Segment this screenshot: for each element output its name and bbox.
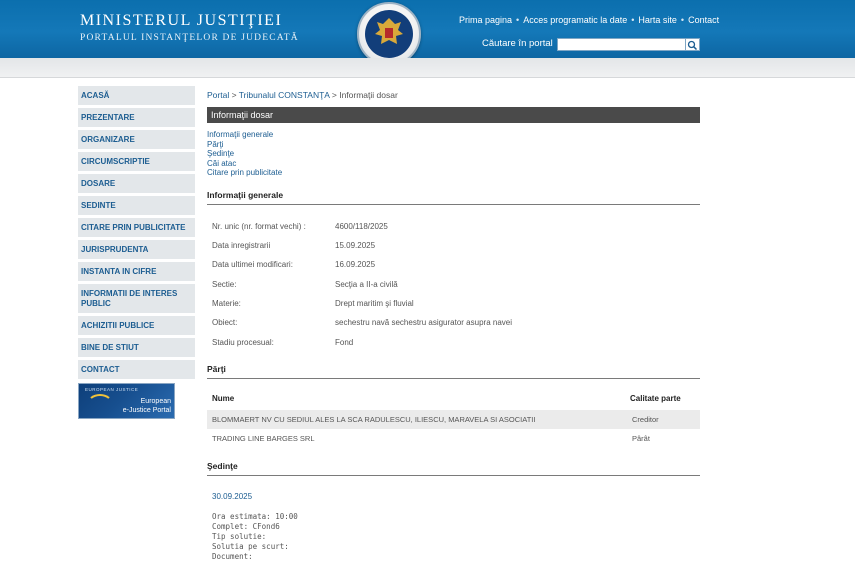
party-name: TRADING LINE BARGES SRL: [212, 434, 315, 443]
search-label: Căutare în portal: [482, 38, 553, 49]
sedinta-line: Document:: [212, 552, 253, 561]
sidebar-item-circumscriptie[interactable]: CIRCUMSCRIPTIE: [78, 152, 195, 171]
sidebar-item-acasa[interactable]: ACASĂ: [78, 86, 195, 105]
info-value: 16.09.2025: [335, 260, 376, 269]
sedinta-line: Tip solutie:: [212, 532, 267, 541]
romania-coat-of-arms-icon: [357, 2, 421, 66]
info-key: Nr. unic (nr. format vechi) :: [212, 222, 306, 231]
search-icon: [686, 39, 699, 52]
anchor-parti[interactable]: Părţi: [207, 139, 224, 149]
info-value: Fond: [335, 338, 354, 347]
info-key: Data inregistrarii: [212, 241, 271, 250]
info-key: Sectie:: [212, 280, 237, 289]
info-value: Secţia a II-a civilă: [335, 280, 398, 289]
anchor-citare[interactable]: Citare prin publicitate: [207, 168, 283, 178]
info-value: sechestru navă sechestru asigurator asupra navei: [335, 318, 512, 327]
sidebar-item-interes-public[interactable]: INFORMATII DE INTERES PUBLIC: [78, 284, 195, 313]
party-quality: Creditor: [632, 415, 659, 424]
main-content: [207, 86, 700, 561]
breadcrumb-current: Informaţii dosar: [339, 90, 398, 100]
anchor-sedinte[interactable]: Şedinţe: [207, 149, 235, 159]
ejustice-top: EUROPEAN JUSTICE: [85, 387, 139, 392]
info-key: Obiect:: [212, 318, 238, 327]
breadcrumb-sep: >: [231, 90, 237, 100]
top-link-api[interactable]: Acces programatic la date: [523, 15, 628, 25]
sidebar-item-sedinte[interactable]: SEDINTE: [78, 196, 195, 215]
info-key: Data ultimei modificari:: [212, 260, 293, 269]
section-anchors: [207, 130, 700, 178]
anchor-info-general[interactable]: Informaţii generale: [207, 130, 274, 139]
info-key: Materie:: [212, 299, 241, 308]
site-header: [0, 0, 855, 58]
sidebar-item-contact[interactable]: CONTACT: [78, 360, 195, 379]
sidebar-item-achizitii[interactable]: ACHIZITII PUBLICE: [78, 316, 195, 335]
breadcrumb-sep: >: [331, 90, 337, 100]
top-links: Prima pagina • Acces programatic la date • Harta site • Contact: [459, 15, 720, 25]
info-value: Drept maritim şi fluvial: [335, 299, 414, 308]
sidebar-item-bine-de-stiut[interactable]: BINE DE STIUT: [78, 338, 195, 357]
sedinta-line: Solutia pe scurt:: [212, 542, 289, 551]
search-button[interactable]: [686, 38, 700, 51]
site-title[interactable]: MINISTERUL JUSTIŢIEI: [80, 12, 283, 29]
info-value: 15.09.2025: [335, 241, 376, 250]
sidebar-item-instanta-cifre[interactable]: INSTANTA IN CIFRE: [78, 262, 195, 281]
ejustice-line2: e-Justice Portal: [122, 407, 171, 414]
sedinta-line: Ora estimata: 10:00: [212, 512, 298, 521]
col-name-header: Nume: [212, 394, 235, 403]
crest-shield: [365, 10, 413, 58]
sidebar-item-organizare[interactable]: ORGANIZARE: [78, 130, 195, 149]
sidebar-item-prezentare[interactable]: PREZENTARE: [78, 108, 195, 127]
ejustice-logo-icon: [87, 394, 113, 414]
breadcrumb: [207, 86, 700, 104]
page-title: Informaţii dosar: [207, 107, 700, 123]
ejustice-line1: European: [140, 398, 171, 405]
breadcrumb-portal[interactable]: Portal: [207, 90, 230, 100]
party-quality: Pârât: [632, 434, 650, 443]
info-key: Stadiu procesual:: [212, 338, 274, 347]
sedinta-line: Complet: CFond6: [212, 522, 280, 531]
site-subtitle: PORTALUL INSTANŢELOR DE JUDECATĂ: [80, 33, 299, 43]
search-input[interactable]: [557, 38, 686, 51]
sidebar-nav: [78, 86, 195, 382]
sidebar-item-citare[interactable]: CITARE PRIN PUBLICITATE: [78, 218, 195, 237]
info-general-title: Informaţii generale: [207, 190, 700, 205]
info-value: 4600/118/2025: [335, 222, 388, 231]
col-quality-header: Calitate parte: [630, 394, 681, 403]
parti-title: Părţi: [207, 364, 700, 379]
sidebar-item-jurisprudenta[interactable]: JURISPRUDENTA: [78, 240, 195, 259]
top-link-contact[interactable]: Contact: [688, 15, 720, 25]
ejustice-banner[interactable]: [78, 383, 175, 419]
sedinte-title: Şedinţe: [207, 461, 700, 476]
table-row: [207, 410, 700, 429]
eagle-icon: [365, 10, 413, 58]
table-row: [207, 429, 700, 448]
party-name: BLOMMAERT NV CU SEDIUL ALES LA SCA RADULESCU, ILIESCU, MARAVELA SI ASOCIATII: [212, 415, 536, 424]
top-link-sitemap[interactable]: Harta site: [638, 15, 677, 25]
header-strip: [0, 58, 855, 78]
anchor-cai-atac[interactable]: Căi atac: [207, 158, 237, 168]
sedinta-date: 30.09.2025: [212, 492, 253, 501]
sidebar-item-dosare[interactable]: DOSARE: [78, 174, 195, 193]
breadcrumb-court[interactable]: Tribunalul CONSTANŢA: [238, 90, 330, 100]
top-link-home[interactable]: Prima pagina: [459, 15, 513, 25]
